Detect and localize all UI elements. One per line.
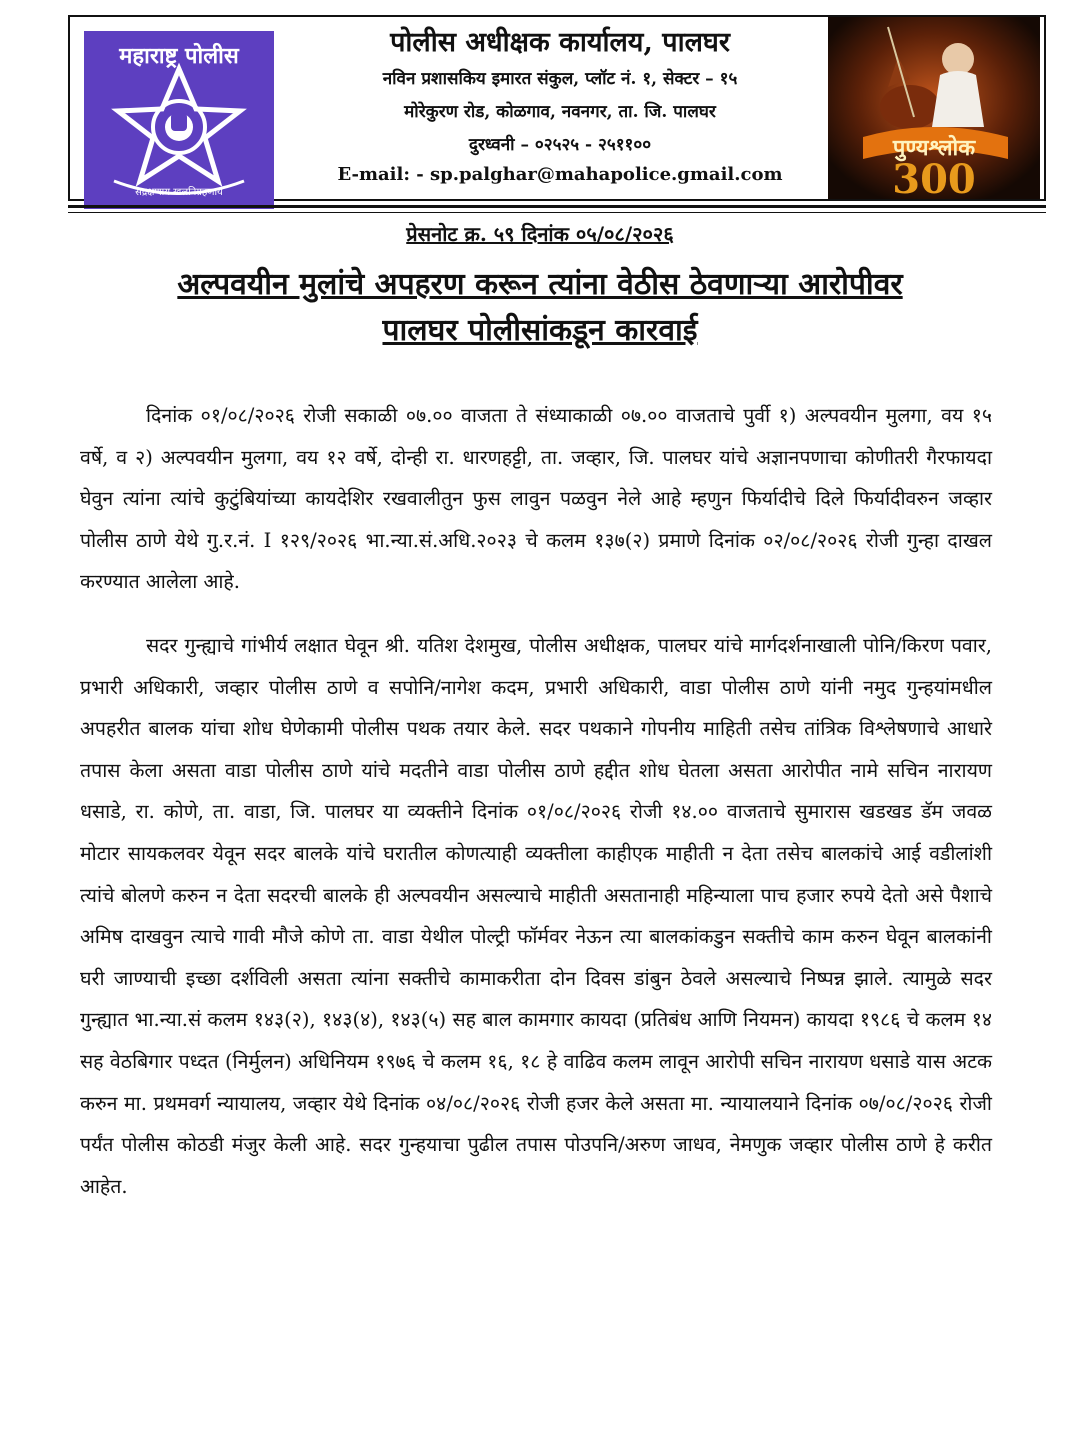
logo-text-top: महाराष्ट्र पोलीस xyxy=(119,44,239,69)
email-address: E-mail: - sp.palghar@mahapolice.gmail.com xyxy=(337,164,783,185)
header-divider-thick xyxy=(68,205,1046,208)
office-details xyxy=(300,23,820,188)
press-note-number xyxy=(0,220,1080,247)
header-divider-thin xyxy=(68,212,1046,213)
phone-number: दुरध्वनी – ०२५२५ - २५११०० xyxy=(468,135,652,155)
press-note-title xyxy=(40,262,1040,354)
title-line-1: अल्पवयीन मुलांचे अपहरण करून त्यांना वेठीस ठेवणाऱ्या आरोपीवर xyxy=(177,267,903,302)
logo-motto: सद्रक्षणाय खलनिग्रहणाय xyxy=(135,187,223,198)
address-line-1: नविन प्रशासकिय इमारत संकुल, प्लॉट नं. १, सेक्टर – १५ xyxy=(382,69,738,89)
address-line-2: मोरेकुरण रोड, कोळगाव, नवनगर, ता. जि. पालघर xyxy=(404,102,716,122)
maharashtra-police-logo xyxy=(84,31,274,209)
letterhead xyxy=(68,15,1046,201)
press-note-body xyxy=(80,395,992,1229)
punyashlok-300-logo xyxy=(828,17,1040,199)
office-name: पोलीस अधीक्षक कार्यालय, पालघर xyxy=(390,27,730,58)
emblem-number: 300 xyxy=(892,156,976,199)
title-line-2: पालघर पोलीसांकडून कारवाई xyxy=(382,313,698,348)
maharashtra-police-emblem-icon xyxy=(84,31,274,209)
emblem-title: पुण्यश्लोक xyxy=(892,136,976,161)
punyashlok-300-emblem-icon xyxy=(828,17,1040,199)
paragraph-2: सदर गुन्ह्याचे गांभीर्य लक्षात घेवून श्री. यतिश देशमुख, पोलीस अधीक्षक, पालघर यांचे मार्गदर्शनाखाली पोनि/किरण पवार, प्रभारी अधिकारी, जव्हार पोलीस ठाणे व सपोनि/नागेश कदम, प्रभारी अधिकारी, वाडा पोलीस ठाणे यांनी नमुद गुन्हयांमधील अपहरीत बालक यांचा शोध घेणेकामी पोलीस पथक तयार केले. सदर पथकाने गोपनीय माहिती तसेच तांत्रिक विश्लेषणाचे आधारे तपास केला असता वाडा पोलीस ठाणे यांचे मदतीने वाडा पोलीस ठाणे हद्दीत शोध घेतला असता आरोपीत नामे सचिन नारायण धसाडे, रा. कोणे, ता. वाडा, जि. पालघर या व्यक्तीने दिनांक ०१/०८/२०२६ रोजी १४.०० वाजताचे सुमारास खडखड डॅम जवळ मोटार सायकलवर येवून सदर बालके यांचे घरातील कोणत्याही व्यक्तीला काहीएक माहीती न देता तसेच बालकांचे आई वडीलांशी त्यांचे बोलणे करुन न देता सदरची बालके ही अल्पवयीन असल्याचे माहीती असतानाही महिन्याला पाच हजार रुपये देतो असे पैशाचे अमिष दाखवुन त्याचे गावी मौजे कोणे ता. वाडा येथील पोल्ट्री फॉर्मवर नेऊन त्या बालकांकडुन सक्तीचे काम करुन घेवून बालकांनी घरी जाण्याची इच्छा दर्शविली असता त्यांना सक्तीचे कामाकरीता दोन दिवस डांबुन ठेवले असल्याचे निष्पन्न झाले. त्यामुळे सदर गुन्ह्यात भा.न्या.सं कलम १४३(२), १४३(४), १४३(५) सह बाल कामगार कायदा (प्रतिबंध आणि नियमन) कायदा १९८६ चे कलम १४ सह वेठबिगार पध्दत (निर्मुलन) अधिनियम १९७६ चे कलम १६, १८ हे वाढिव कलम लावून आरोपी सचिन नारायण धसाडे यास अटक करुन मा. प्रथमवर्ग न्यायालय, जव्हार येथे दिनांक ०४/०८/२०२६ रोजी हजर केले असता मा. न्यायालयाने दिनांक ०७/०८/२०२६ रोजी पर्यंत पोलीस कोठडी मंजुर केली आहे. सदर गुन्हयाचा पुढील तपास पोउपनि/अरुण जाधव, नेमणुक जव्हार पोलीस ठाणे हे करीत आहेत. xyxy=(80,633,992,1198)
paragraph-1: दिनांक ०१/०८/२०२६ रोजी सकाळी ०७.०० वाजता ते संध्याकाळी ०७.०० वाजताचे पुर्वी १) अल्पवयीन मुलगा, वय १५ वर्षे, व २) अल्पवयीन मुलगा, वय १२ वर्षे, दोन्ही रा. धारणहट्टी, ता. जव्हार, जि. पालघर यांचे अज्ञानपणाचा कोणीतरी गैरफायदा घेवुन त्यांना त्यांचे कुटुंबियांच्या कायदेशिर रखवालीतुन फुस लावुन पळवुन नेले आहे म्हणुन फिर्यादीचे दिले फिर्यादीवरुन जव्हार पोलीस ठाणे येथे गु.र.नं. I १२९/२०२६ भा.न्या.सं.अधि.२०२३ चे कलम १३७(२) प्रमाणे दिनांक ०२/०८/२०२६ रोजी गुन्हा दाखल करण्यात आलेला आहे. xyxy=(80,404,992,594)
press-note-text: प्रेसनोट क्र. ५९ दिनांक ०५/०८/२०२६ xyxy=(406,222,674,246)
